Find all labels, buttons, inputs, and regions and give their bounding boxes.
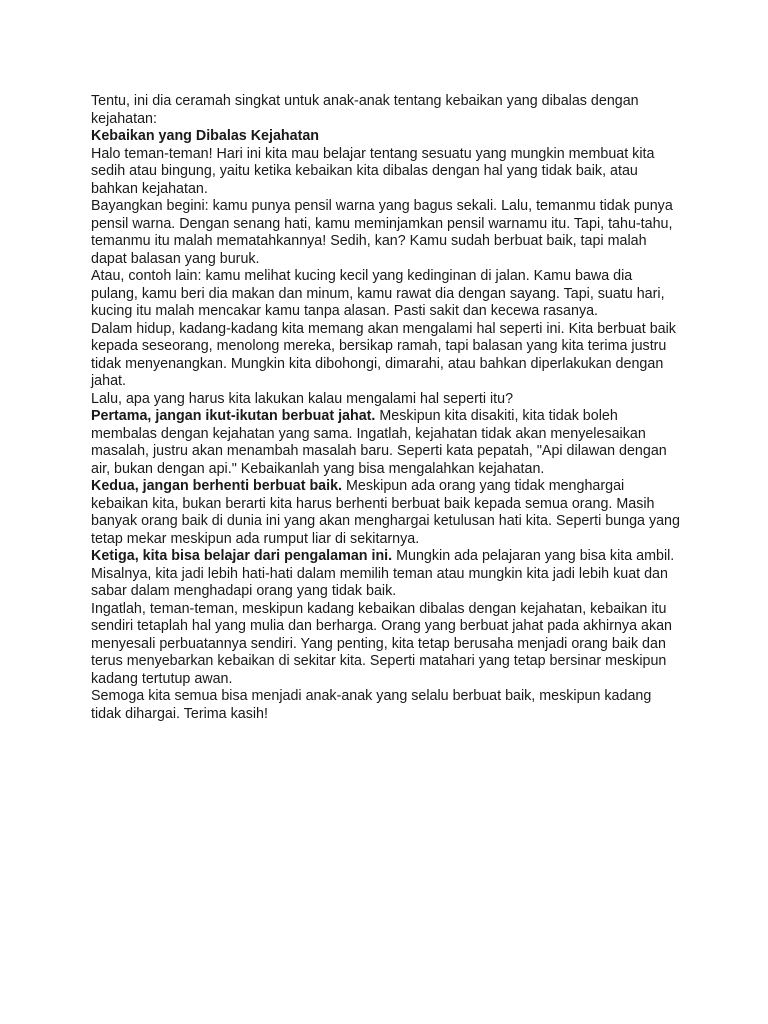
document-title: Kebaikan yang Dibalas Kejahatan: [91, 128, 320, 144]
paragraph-pencil-example: Bayangkan begini: kamu punya pensil warna yang bagus sekali. Lalu, temanmu tidak punya pensil warna. Dengan senang hati, kamu meminjamkan pensil warnamu itu. Tapi, tahu-tahu, temanmu itu malah mematahkannya! Sedih, kan? Kamu sudah berbuat baik, tapi malah dapat balasan yang buruk.: [91, 198, 673, 267]
paragraph-cat-example: Atau, contoh lain: kamu melihat kucing kecil yang kedinginan di jalan. Kamu bawa dia pulang, kamu beri dia makan dan minum, kamu rawat dia dengan sayang. Tapi, suatu hari, kucing itu malah mencakar kamu tanpa alasan. Pasti sakit dan kecewa rasanya.: [91, 268, 665, 319]
point-second-lead: Kedua, jangan berhenti berbuat baik.: [91, 478, 343, 494]
point-first: [91, 408, 681, 478]
paragraph-closing: Semoga kita semua bisa menjadi anak-anak yang selalu berbuat baik, meskipun kadang tidak dihargai. Terima kasih!: [91, 688, 652, 722]
paragraph-greeting: Halo teman-teman! Hari ini kita mau belajar tentang sesuatu yang mungkin membuat kita sedih atau bingung, yaitu ketika kebaikan kita dibalas dengan hal yang tidak baik, atau bahkan kejahatan.: [91, 145, 655, 197]
paragraph-reminder: Ingatlah, teman-teman, meskipun kadang kebaikan dibalas dengan kejahatan, kebaikan itu sendiri tetaplah hal yang mulia dan berharga. Orang yang berbuat jahat pada akhirnya akan menyesali perbuatannya sendiri. Yang penting, kita tetap berusaha menjadi orang baik dan terus menyebarkan kebaikan di sekitar kita. Seperti matahari yang tetap bersinar meskipun kadang tertutup awan.: [91, 600, 673, 687]
point-second: [91, 478, 681, 548]
paragraph-question: Lalu, apa yang harus kita lakukan kalau mengalami hal seperti itu?: [91, 390, 514, 407]
point-first-text: Meskipun kita disakiti, kita tidak boleh membalas dengan kejahatan yang sama. Ingatlah, kejahatan tidak akan menyelesaikan masalah, justru akan menambah masalah baru. Seperti kata pepatah, "Api dilawan dengan air, bukan dengan api." Kebaikanlah yang bisa mengalahkan kejahatan.: [91, 408, 667, 477]
document-page: [91, 93, 681, 723]
point-third: [91, 548, 681, 601]
point-third-lead: Ketiga, kita bisa belajar dari pengalaman ini.: [91, 548, 393, 564]
intro-line: Tentu, ini dia ceramah singkat untuk anak-anak tentang kebaikan yang dibalas dengan kejahatan:: [91, 93, 639, 127]
point-third-text: Mungkin ada pelajaran yang bisa kita ambil. Misalnya, kita jadi lebih hati-hati dalam memilih teman atau mungkin kita jadi lebih kuat dan sabar dalam menghadapi orang yang tidak baik.: [91, 548, 675, 599]
point-second-text: Meskipun ada orang yang tidak menghargai kebaikan kita, bukan berarti kita harus berhenti berbuat baik kepada semua orang. Masih banyak orang baik di dunia ini yang akan menghargai ketulusan hati kita. Seperti bunga yang tetap mekar meskipun ada rumput liar di sekitarnya.: [91, 478, 680, 547]
point-first-lead: Pertama, jangan ikut-ikutan berbuat jahat.: [91, 408, 376, 424]
paragraph-life-lesson: Dalam hidup, kadang-kadang kita memang akan mengalami hal seperti ini. Kita berbuat baik kepada seseorang, menolong mereka, bersikap ramah, tapi balasan yang kita terima justru tidak menyenangkan. Mungkin kita dibohongi, dimarahi, atau bahkan diperlakukan dengan jahat.: [91, 320, 676, 389]
